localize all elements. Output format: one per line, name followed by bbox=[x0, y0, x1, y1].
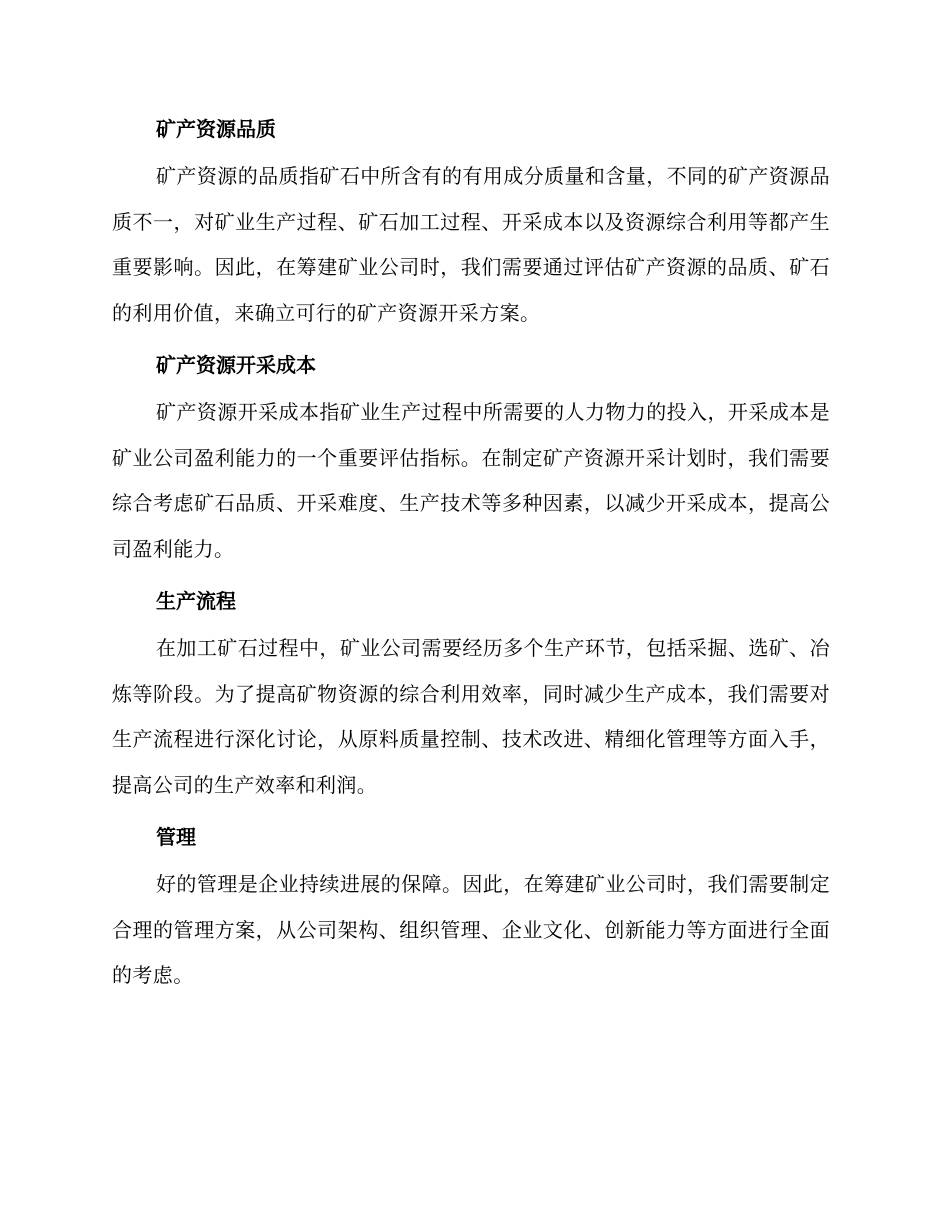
section-paragraph: 矿产资源开采成本指矿业生产过程中所需要的人力物力的投入，开采成本是矿业公司盈利能力的一个重要评估指标。在制定矿产资源开采计划时，我们需要综合考虑矿石品质、开采难度、生产技术等多种因素，以减少开采成本，提高公司盈利能力。 bbox=[112, 400, 830, 561]
section-paragraph: 好的管理是企业持续进展的保障。因此，在筹建矿业公司时，我们需要制定合理的管理方案，从公司架构、组织管理、企业文化、创新能力等方面进行全面的考虑。 bbox=[112, 872, 830, 987]
section-heading: 管理 bbox=[156, 825, 196, 849]
section-heading: 矿产资源开采成本 bbox=[156, 353, 316, 377]
section-paragraph: 矿产资源的品质指矿石中所含有的有用成分质量和含量，不同的矿产资源品质不一，对矿业生产过程、矿石加工过程、开采成本以及资源综合利用等都产生重要影响。因此，在筹建矿业公司时，我们需要通过评估矿产资源的品质、矿石的利用价值，来确立可行的矿产资源开采方案。 bbox=[112, 164, 830, 325]
section-heading: 生产流程 bbox=[156, 589, 236, 613]
document-page bbox=[112, 104, 830, 999]
section-management bbox=[112, 812, 830, 999]
section-ore-quality bbox=[112, 104, 830, 336]
section-production-process bbox=[112, 576, 830, 808]
section-heading: 矿产资源品质 bbox=[156, 117, 276, 141]
section-mining-cost bbox=[112, 340, 830, 572]
section-paragraph: 在加工矿石过程中，矿业公司需要经历多个生产环节，包括采掘、选矿、冶炼等阶段。为了提高矿物资源的综合利用效率，同时减少生产成本，我们需要对生产流程进行深化讨论，从原料质量控制、技术改进、精细化管理等方面入手，提高公司的生产效率和利润。 bbox=[112, 636, 830, 797]
